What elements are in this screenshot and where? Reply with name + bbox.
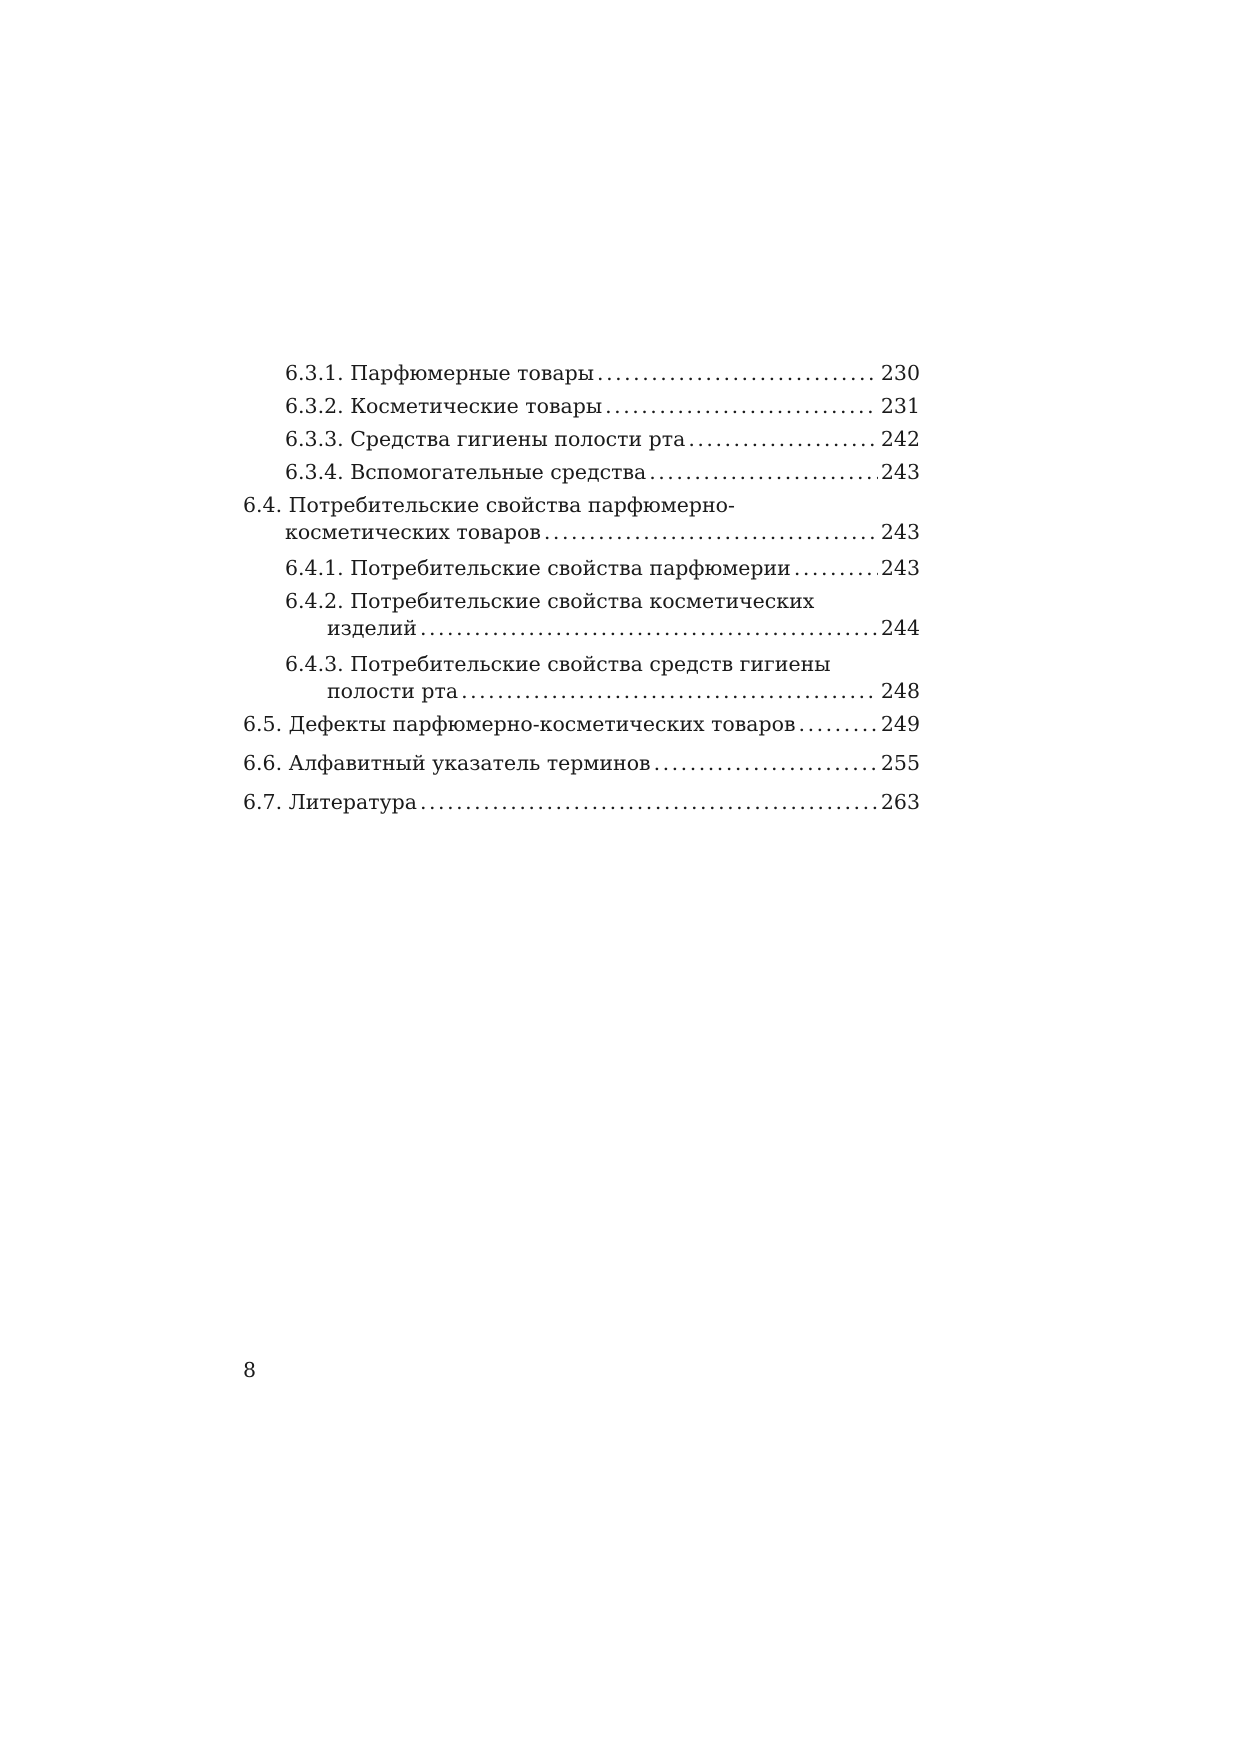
dot-leader (597, 360, 878, 387)
toc-page-number: 231 (880, 394, 920, 418)
dot-leader (688, 426, 878, 453)
dot-leader (420, 615, 878, 642)
dot-leader (799, 711, 878, 738)
toc-entry-title-line1: 6.4.2. Потребительские свойства косметических (285, 589, 815, 613)
dot-leader (605, 393, 878, 420)
toc-page-number: 230 (880, 361, 920, 385)
toc-page-number: 255 (880, 751, 920, 775)
toc-page-number: 263 (880, 790, 920, 814)
dot-leader (794, 555, 878, 582)
toc-entry-6-3-4[interactable] (243, 459, 920, 486)
toc-entry-title: 6.3.2. Косметические товары (285, 394, 603, 418)
dot-leader (649, 459, 878, 486)
toc-entry-title-line1: 6.4.3. Потребительские свойства средств гигиены (285, 652, 831, 676)
toc-entry-title: 6.5. Дефекты парфюмерно-косметических товаров (243, 712, 796, 736)
dot-leader (544, 519, 878, 546)
toc-entry-title: 6.3.4. Вспомогательные средства (285, 460, 647, 484)
toc-page-number: 248 (880, 679, 920, 703)
toc-entry-title: 6.7. Литература (243, 790, 417, 814)
dot-leader (461, 678, 878, 705)
toc-page-number: 244 (880, 616, 920, 640)
toc-page-number: 243 (880, 520, 920, 544)
toc-entry-6-7[interactable] (243, 789, 920, 816)
toc-entry-title-line2: косметических товаров (285, 520, 541, 544)
toc-entry-6-4[interactable] (243, 492, 920, 546)
toc-page-number: 243 (880, 556, 920, 580)
toc-entry-6-3-3[interactable] (243, 426, 920, 453)
toc-entry-title-line2: изделий (327, 616, 417, 640)
toc-entry-6-3-1[interactable] (243, 360, 920, 387)
page-number-footer: 8 (243, 1358, 257, 1382)
dot-leader (420, 789, 878, 816)
toc-entry-title: 6.3.1. Парфюмерные товары (285, 361, 595, 385)
toc-entry-6-4-1[interactable] (243, 555, 920, 582)
dot-leader (654, 750, 878, 777)
toc-entry-6-4-3[interactable] (243, 651, 920, 705)
toc-entry-6-3-2[interactable] (243, 393, 920, 420)
toc-page-number: 243 (880, 460, 920, 484)
toc-entry-title-line2: полости рта (327, 679, 459, 703)
toc-page-number: 242 (880, 427, 920, 451)
toc-entry-6-4-2[interactable] (243, 588, 920, 642)
toc-entry-title: 6.3.3. Средства гигиены полости рта (285, 427, 686, 451)
table-of-contents (243, 360, 920, 816)
toc-entry-6-5[interactable] (243, 711, 920, 738)
toc-entry-title: 6.4.1. Потребительские свойства парфюмерии (285, 556, 791, 580)
toc-entry-6-6[interactable] (243, 750, 920, 777)
toc-page-number: 249 (880, 712, 920, 736)
toc-entry-title-line1: 6.4. Потребительские свойства парфюмерно- (243, 493, 735, 517)
toc-entry-title: 6.6. Алфавитный указатель терминов (243, 751, 651, 775)
